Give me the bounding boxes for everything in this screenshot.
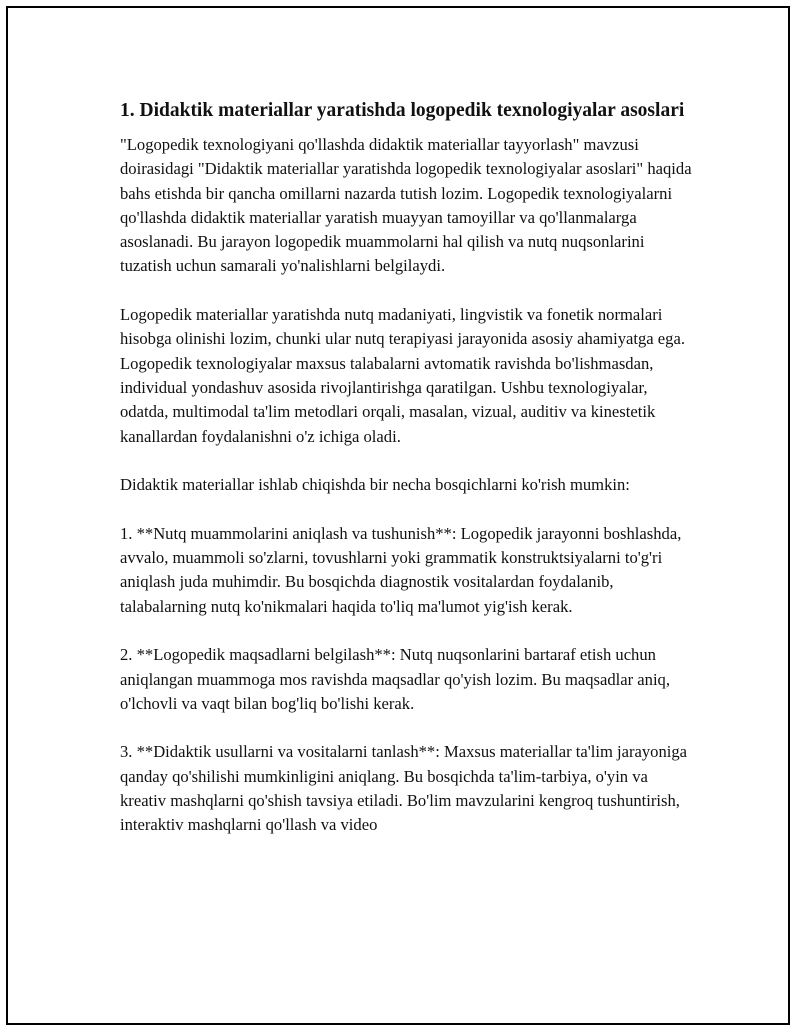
document-body xyxy=(120,98,692,862)
paragraph-stage-3: 3. **Didaktik usullarni va vositalarni tanlash**: Maxsus materiallar ta'lim jarayoniga qanday qo'shilishi mumkinligini aniqlang. Bu bosqichda ta'lim-tarbiya, o'yin va kreativ mashqlarni qo'shish tavsiya etiladi. Bo'lim mavzularini kengroq tushuntirish, interaktiv mashqlarni qo'llash va video xyxy=(120,742,688,835)
paragraph-intro: "Logopedik texnologiyani qo'llashda didaktik materiallar tayyorlash" mavzusi doirasidagi "Didaktik materiallar yaratishda logopedik texnologiyalar asoslari" haqida bahs etishda bir qancha omillarni nazarda tutish lozim. Logopedik texnologiyalarni qo'llashda didaktik materiallar yaratish muayyan tamoyillar va qo'llanmalarga asoslanadi. Bu jarayon logopedik muammolarni hal qilish va nutq nuqsonlarini tuzatish uchun samarali yo'nalishlarni belgilaydi. xyxy=(120,135,692,276)
paragraph-stages-intro: Didaktik materiallar ishlab chiqishda bir necha bosqichlarni ko'rish mumkin: xyxy=(120,475,630,495)
paragraph-stage-1: 1. **Nutq muammolarini aniqlash va tushunish**: Logopedik jarayonni boshlashda, avvalo, muammoli so'zlarni, tovushlarni yoki grammatik konstruktsiyalarni to'g'ri aniqlash juda muhimdir. Bu bosqichda diagnostik vositalardan foydalanib, talabalarning nutq ko'nikmalari haqida to'liq ma'lumot yig'ish kerak. xyxy=(120,523,682,616)
paragraph-stage-2: 2. **Logopedik maqsadlarni belgilash**: Nutq nuqsonlarini bartaraf etish uchun aniqlangan muammoga mos ravishda maqsadlar qo'yish lozim. Bu maqsadlar aniq, o'lchovli va vaqt bilan bog'liq bo'lishi kerak. xyxy=(120,645,671,713)
paragraph-materials: Logopedik materiallar yaratishda nutq madaniyati, lingvistik va fonetik normalari hisobga olinishi lozim, chunki ular nutq terapiyasi jarayonida asosiy ahamiyatga ega. Logopedik texnologiyalar maxsus talabalarni avtomatik ravishda bo'lishmasdan, individual yondashuv asosida rivojlantirishga qaratilgan. Ushbu texnologiyalar, odatda, multimodal ta'lim metodlari orqali, masalan, vizual, auditiv va kinestetik kanallardan foydalanishni o'z ichiga oladi. xyxy=(120,305,685,446)
page-frame xyxy=(6,6,790,1025)
section-heading: 1. Didaktik materiallar yaratishda logopedik texnologiyalar asoslari xyxy=(120,100,685,121)
